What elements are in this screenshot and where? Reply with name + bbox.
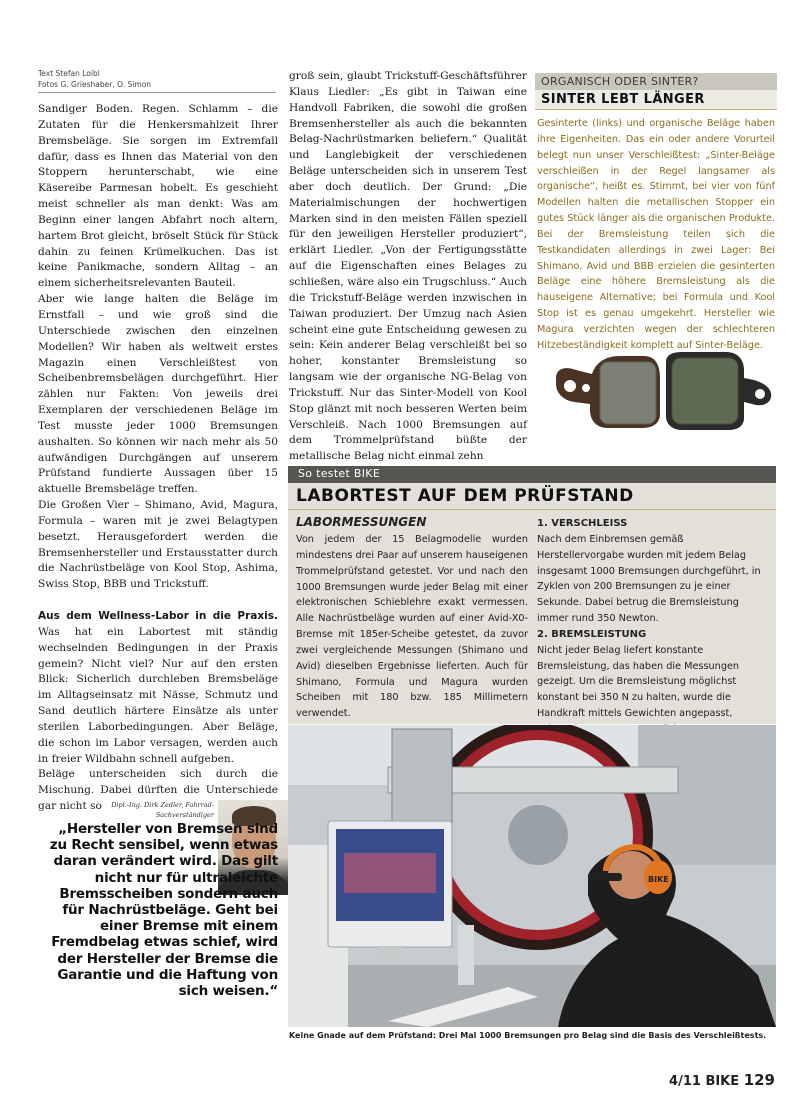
sidebar-text: Gesinterte (links) und organische Beläge haben ihre Eigenheiten. Das ein oder andere Vorurteil belegt nun unser Verschleißtest: „Sinter-Beläge verschleißen in der Regel langsamer als organische“, heißt es. Stimmt, bei vier von fünf Modellen halten die metallischen Stopper ein gutes Stück länger als die organischen Produkte. Bei der Bremsleistung teilen sich die Testkandidaten allerdings in zwei Lager: Bei Shimano, Avid und BBB erzielen die gesinterten Beläge eine höhere Bremsleistung als die hauseigene Alternative; bei Formula und Kool Stop ist es genau umgekehrt. Hersteller wie Magura verzichten wegen der schlechteren Hitzebeständigkeit komplett auf Sinter-Beläge.	[537, 118, 775, 351]
labtest-subtitle: LABORMESSUNGEN	[296, 515, 427, 529]
article-column-2	[289, 69, 527, 465]
text-credit: Text Stefan Loibl	[38, 69, 100, 78]
criteria-text: Nicht jeder Belag liefert konstante Bremsleistung, das haben die Messungen gezeigt. Um die Bremsleistung möglichst konstant bei 350 N zu halten, wurde die Handkraft mittels Gewichten angepasst,	[537, 644, 740, 720]
labtest-tag: So testet BIKE	[288, 466, 776, 483]
test-rig-illustration	[288, 725, 776, 1027]
sidebar-title: SINTER LEBT LÄNGER	[535, 90, 777, 110]
article-column-1	[38, 102, 278, 815]
paragraph: Aber wie lange halten die Beläge im Ernstfall – und wie groß sind die Unterschiede zwischen den einzelnen Modellen? Wir haben als weltweit erstes Magazin einen Verschleißtest von Scheibenbremsbelägen durchgeführt. Hier zählen nur Fakten: Von jeweils drei Exemplaren der verschiedenen Beläge im Test musste jeder 1000 Bremsungen aushalten. So können wir nach mehr als 50 aufwändigen Durchgängen auf unserem Prüfstand fundierte Aussagen über 15 aktuelle Bremsbeläge treffen.	[38, 293, 278, 496]
sidebar-kicker: ORGANISCH ODER SINTER?	[535, 73, 777, 90]
brake-pads-image	[548, 348, 778, 430]
sidebar-box	[535, 73, 777, 354]
paragraph-text: Was hat ein Labortest mit ständig wechselnden Bedingungen in der Praxis gemein? Nicht viel? Nur auf den ersten Blick: Sicherlich durchleben Bremsbeläge im Alltagseinsatz mit Nässe, Schmutz und Sand deutlich härtere Einsätze als unter sterilen Laborbedingungen. Aber Beläge, die schon im Labor versagen, werden auch in freier Wildbahn schnell aufgeben.	[38, 625, 278, 765]
labtest-title: LABORTEST AUF DEM PRÜFSTAND	[296, 486, 634, 506]
paragraph: Beläge unterscheiden sich durch die Mischung. Dabei dürften die Unterschiede gar nicht so	[38, 768, 278, 813]
paragraph: groß sein, glaubt Trickstuff-Geschäftsführer Klaus Liedler: „Es gibt in Taiwan eine Handvoll Fabriken, die sowohl die großen Bremsenhersteller als auch die bekannten Belag-Nachrüstmarken beliefern.“ Qualität und Langlebigkeit der verschiedenen Beläge unterscheiden sich in unserem Test aber doch deutlich. Der Grund: „Die Materialmischungen der hochwertigen Marken sind in den meisten Fällen speziell für den jeweiligen Hersteller produziert“, erklärt Liedler. „Von der Fertigungsstätte auf die Eigenschaften eines Belages zu schließen, wäre also ein Trugschluss.“ Auch die Trickstuff-Beläge werden inzwischen in Taiwan produziert. Der Umzug nach Asien scheint eine gute Entscheidung gewesen zu sein: Kein anderer Belag verschleißt bei so hoher, konstanter Bremsleistung so langsam wie der organische NG-Belag von Trickstuff. Nur das Sinter-Modell von Kool Stop glänzt mit noch besseren Werten beim Verschleiß. Nach 1000 Bremsungen auf dem Trommelprüfstand büßte der metallische Belag nicht einmal zehn	[289, 70, 527, 463]
section-subhead: Aus dem Wellness-Labor in die Praxis.	[38, 610, 278, 622]
page-folio	[669, 1071, 775, 1089]
author-credits	[38, 68, 276, 93]
criteria-heading: 2. BREMSLEISTUNG	[537, 628, 647, 640]
paragraph: Die Großen Vier – Shimano, Avid, Magura, Formula – waren mit je zwei Belagtypen besetzt. Herausgefordert werden die Bremsenhersteller und Erstausstatter durch die Nachrüstbeläge von Kool Stop, Ashima, Swiss Stop, BBB und Trickstuff.	[38, 499, 278, 591]
page-number: 129	[743, 1071, 775, 1089]
labtest-box	[288, 466, 776, 724]
quote-text: „Hersteller von Bremsen sind zu Recht sensibel, wenn etwas daran verändert wird. Das gilt nicht nur für ultraleichte Bremsscheiben sondern auch für Nachrüstbeläge. Geht bei einer Bremse mit einem Fremdbelag etwas schief, wird der Hersteller der Bremse die Garantie und die Haftung von sich weisen.“	[49, 821, 278, 1000]
photo-credit: Fotos G. Grieshaber, O. Simon	[38, 80, 151, 89]
paragraph: Sandiger Boden. Regen. Schlamm – die Zutaten für die Henkersmahlzeit Ihrer Bremsbeläge. Sie sorgen im Extremfall dafür, dass es Ihnen das Material von den Stoppern herunterschabt, wie eine Käsereibe Parmesan hobelt. Es geschieht meist schneller als man denkt: Was am Beginn einer langen Abfahrt noch altern, hartem Brot gleicht, bröselt Stück für Stück dahin zu feinen Krümelkuchen. Das ist keine Panikmache, sondern Alltag – an einem sicherheitsrelevanten Bauteil.	[38, 103, 278, 290]
criteria-heading: 1. VERSCHLEISS	[537, 518, 628, 529]
test-rig-photo	[288, 725, 776, 1027]
photo-caption: Keine Gnade auf dem Prüfstand: Drei Mal 1000 Bremsungen pro Belag sind die Basis des Verschleißtests.	[289, 1031, 767, 1040]
criteria-text: Nach dem Einbremsen gemäß Herstellervorgabe wurden mit jedem Belag insgesamt 1000 Bremsungen durchgeführt, in Zyklen von 200 Bremsungen zu je einer Sekunde. Dabei betrug die Bremsleistung immer rund 350 Newton.	[537, 533, 761, 625]
ear-protector-label: BIKE	[648, 875, 669, 884]
sintered-pad-icon	[556, 356, 660, 428]
divider	[288, 509, 776, 510]
labtest-text: Von jedem der 15 Belagmodelle wurden mindestens drei Paar auf unserem hauseigenen Trommelprüfstand getestet. Vor und nach den 1000 Bremsungen wurde jeder Belag mit einer elektronischen Schieblehre exakt vermessen. Alle Nachrüstbeläge wurden auf einer Avid-X0-Bremse mit 185er-Scheibe getestet, da zuvor zwei vergleichende Messungen (Shimano und Avid) dieselben Ergebnisse lieferten. Auch für Shimano, Formula und Magura wurden Scheiben mit 180 bzw. 185 Millimetern verwendet.	[296, 534, 528, 720]
labtest-criteria	[537, 516, 769, 738]
quote-attribution: Dipl.-Ing. Dirk Zedler, Fahrrad-Sachverständiger	[111, 801, 214, 819]
paragraph-with-subhead	[38, 609, 278, 767]
issue-label: 4/11 BIKE	[669, 1074, 740, 1089]
organic-pad-icon	[666, 352, 771, 430]
